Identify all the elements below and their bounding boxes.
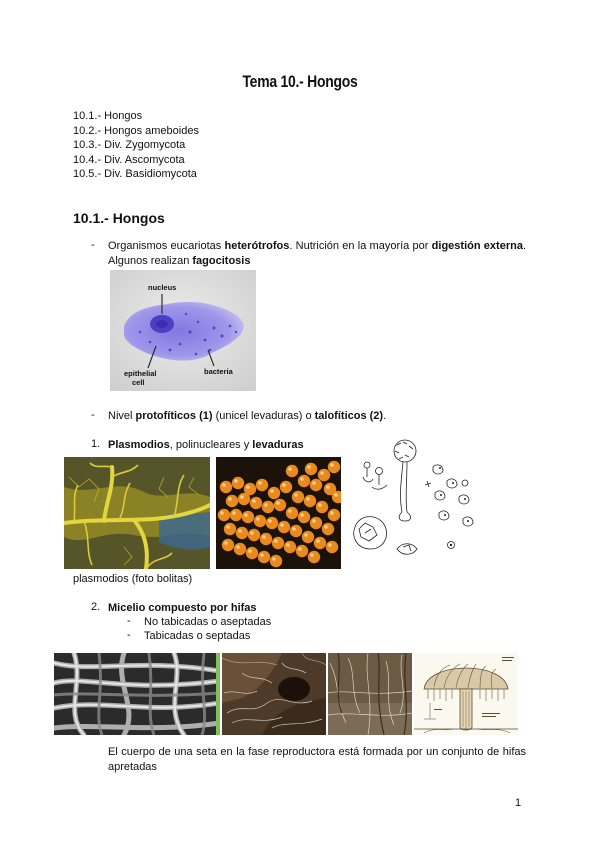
ball-highlight <box>316 539 320 543</box>
sub-item-septadas: Tabicadas o septadas <box>144 630 251 642</box>
ball-highlight <box>226 525 230 529</box>
ball-highlight <box>312 519 316 523</box>
sporangium-ball <box>298 511 310 523</box>
ball-highlight <box>300 513 304 517</box>
toc-item: 10.4.- Div. Ascomycota <box>73 153 185 166</box>
ball-highlight <box>288 509 292 513</box>
ball-highlight <box>224 541 228 545</box>
bold-term: protofíticos (1) <box>135 410 213 422</box>
sporangium-ball <box>322 523 334 535</box>
text-run: (unicel levaduras) o <box>212 410 315 422</box>
toc-item: 10.5.- Div. Basidiomycota <box>73 168 197 181</box>
ball-highlight <box>252 499 256 503</box>
label-epithelial: epithelial <box>124 369 157 378</box>
list-item-plasmodios <box>108 438 304 453</box>
ball-highlight <box>240 495 244 499</box>
bold-term: heterótrofos <box>224 240 290 252</box>
ball-highlight <box>244 513 248 517</box>
table-of-contents <box>73 109 199 182</box>
ball-highlight <box>228 497 232 501</box>
sporangium-ball <box>308 551 320 563</box>
bullet-dash: - <box>91 409 95 421</box>
ball-highlight <box>270 489 274 493</box>
photo-hyphae-sem <box>54 653 220 735</box>
sporangium-ball <box>260 533 272 545</box>
list-item-micelio <box>108 601 257 616</box>
list-number: 2. <box>91 601 101 613</box>
sporangium-ball <box>292 491 304 503</box>
bold-term: Micelio compuesto por hifas <box>108 602 257 614</box>
photo-mycelium-roots <box>328 653 412 735</box>
label-cell: cell <box>132 378 145 387</box>
ball-highlight <box>232 511 236 515</box>
ball-highlight <box>312 481 316 485</box>
ball-highlight <box>272 557 276 561</box>
sporangium-ball <box>304 495 316 507</box>
sporangium-ball <box>272 537 284 549</box>
text-run: . <box>383 410 387 422</box>
ball-highlight <box>304 533 308 537</box>
text-run: Organismos eucariotas <box>108 240 225 252</box>
text-run: . Algunos realizan <box>108 240 526 267</box>
ball-highlight <box>262 535 266 539</box>
ball-highlight <box>274 539 278 543</box>
ball-highlight <box>264 503 268 507</box>
ball-highlight <box>286 543 290 547</box>
bullet-text-level <box>108 409 386 424</box>
ball-highlight <box>324 525 328 529</box>
sporangium-ball <box>226 495 238 507</box>
label-bacteria: bacteria <box>204 367 233 376</box>
sporangium-ball <box>302 531 314 543</box>
ball-highlight <box>318 503 322 507</box>
sporangium-ball <box>314 537 326 549</box>
sporangium-ball <box>310 479 322 491</box>
sporangium-ball <box>316 501 328 513</box>
ball-highlight <box>310 553 314 557</box>
sporangium-ball <box>280 481 292 493</box>
ball-highlight <box>246 485 250 489</box>
bold-term: digestión externa <box>431 240 523 252</box>
micrograph-epithelial-cell <box>110 270 256 391</box>
sporangium-ball <box>305 463 317 475</box>
ball-highlight <box>298 547 302 551</box>
section-number: 10.1. <box>73 210 105 226</box>
label-nucleus: nucleus <box>148 283 177 292</box>
sporangium-ball <box>224 523 236 535</box>
toc-item: 10.3.- Div. Zygomycota <box>73 139 186 152</box>
ball-highlight <box>282 483 286 487</box>
section-name: - Hongos <box>104 210 165 226</box>
ball-highlight <box>234 479 238 483</box>
sporangium-ball <box>328 509 340 521</box>
sporangium-ball <box>256 479 268 491</box>
sporangium-ball <box>246 547 258 559</box>
sporangium-ball <box>290 525 302 537</box>
toc-item: 10.2.- Hongos ameboides <box>73 124 199 137</box>
sporangium-ball <box>254 515 266 527</box>
ball-highlight <box>307 465 311 469</box>
page-title: Tema 10.- Hongos <box>242 72 358 91</box>
paragraph-mushroom-body: El cuerpo de una seta en la fase reproductora está formada por un conjunto de hifas apretadas <box>108 746 526 773</box>
ball-highlight <box>300 477 304 481</box>
sporangium-ball <box>286 465 298 477</box>
ball-highlight <box>306 497 310 501</box>
sub-item-aseptadas: No tabicadas o aseptadas <box>144 616 272 628</box>
sub-bullet-dash: - <box>127 615 131 627</box>
sporangium-ball <box>236 527 248 539</box>
list-number: 1. <box>91 438 101 450</box>
bullet-dash: - <box>91 239 95 251</box>
sporangium-ball <box>218 509 230 521</box>
sporangium-ball <box>268 487 280 499</box>
sporangium-ball <box>242 511 254 523</box>
ball-highlight <box>268 519 272 523</box>
sporangium-ball <box>232 477 244 489</box>
bold-term: fagocitosis <box>192 255 251 267</box>
ball-highlight <box>328 543 332 547</box>
text-run: Nivel <box>108 410 136 422</box>
sporangium-ball <box>234 543 246 555</box>
ball-highlight <box>320 471 324 475</box>
ball-highlight <box>222 483 226 487</box>
ball-highlight <box>334 493 338 497</box>
sporangium-ball <box>222 539 234 551</box>
sporangium-ball <box>238 493 250 505</box>
sporangium-ball <box>298 475 310 487</box>
photo-plasmodium <box>64 457 210 569</box>
toc-item: 10.1.- Hongos <box>73 110 143 122</box>
ball-highlight <box>236 545 240 549</box>
sporangium-ball <box>250 497 262 509</box>
ball-highlight <box>326 485 330 489</box>
sporangium-ball <box>270 555 282 567</box>
image-caption: plasmodios (foto bolitas) <box>73 573 193 585</box>
ball-highlight <box>256 517 260 521</box>
sporangium-ball <box>326 541 338 553</box>
sporangium-ball <box>328 461 340 473</box>
section-heading <box>73 210 165 226</box>
sporangium-ball <box>230 509 242 521</box>
sporangium-ball <box>266 517 278 529</box>
bold-term: levaduras <box>252 439 304 451</box>
bold-term: talofíticos (2) <box>314 410 384 422</box>
sporangium-ball <box>262 501 274 513</box>
ball-highlight <box>250 531 254 535</box>
bold-term: Plasmodios <box>108 439 170 451</box>
ball-highlight <box>330 511 334 515</box>
text-run: . Nutrición en la mayoría por <box>289 240 432 252</box>
ball-highlight <box>276 501 280 505</box>
ball-highlight <box>292 527 296 531</box>
sub-bullet-dash: - <box>127 629 131 641</box>
ball-highlight <box>258 481 262 485</box>
sporangium-ball <box>310 517 322 529</box>
ball-highlight <box>260 553 264 557</box>
drawing-slime-mold-stages <box>347 437 487 569</box>
sporangium-ball <box>296 545 308 557</box>
text-run: , polinucleares y <box>169 439 253 451</box>
sporangium-ball <box>284 541 296 553</box>
sporangium-ball <box>278 521 290 533</box>
ball-highlight <box>238 529 242 533</box>
sporangium-ball <box>220 481 232 493</box>
bullet-text-heterotrophs <box>108 239 526 269</box>
sporangium-ball <box>318 469 330 481</box>
sporangium-ball <box>286 507 298 519</box>
ball-highlight <box>288 467 292 471</box>
page-number: 1 <box>515 797 522 809</box>
photo-mycelium-leaf <box>222 653 326 735</box>
sporangium-ball <box>274 499 286 511</box>
ball-highlight <box>280 523 284 527</box>
ball-highlight <box>330 463 334 467</box>
ball-highlight <box>294 493 298 497</box>
photo-orange-balls <box>216 457 341 569</box>
ball-highlight <box>248 549 252 553</box>
sporangium-ball <box>258 551 270 563</box>
sporangium-ball <box>248 529 260 541</box>
drawing-mushroom-hyphae <box>414 653 518 735</box>
ball-highlight <box>220 511 224 515</box>
